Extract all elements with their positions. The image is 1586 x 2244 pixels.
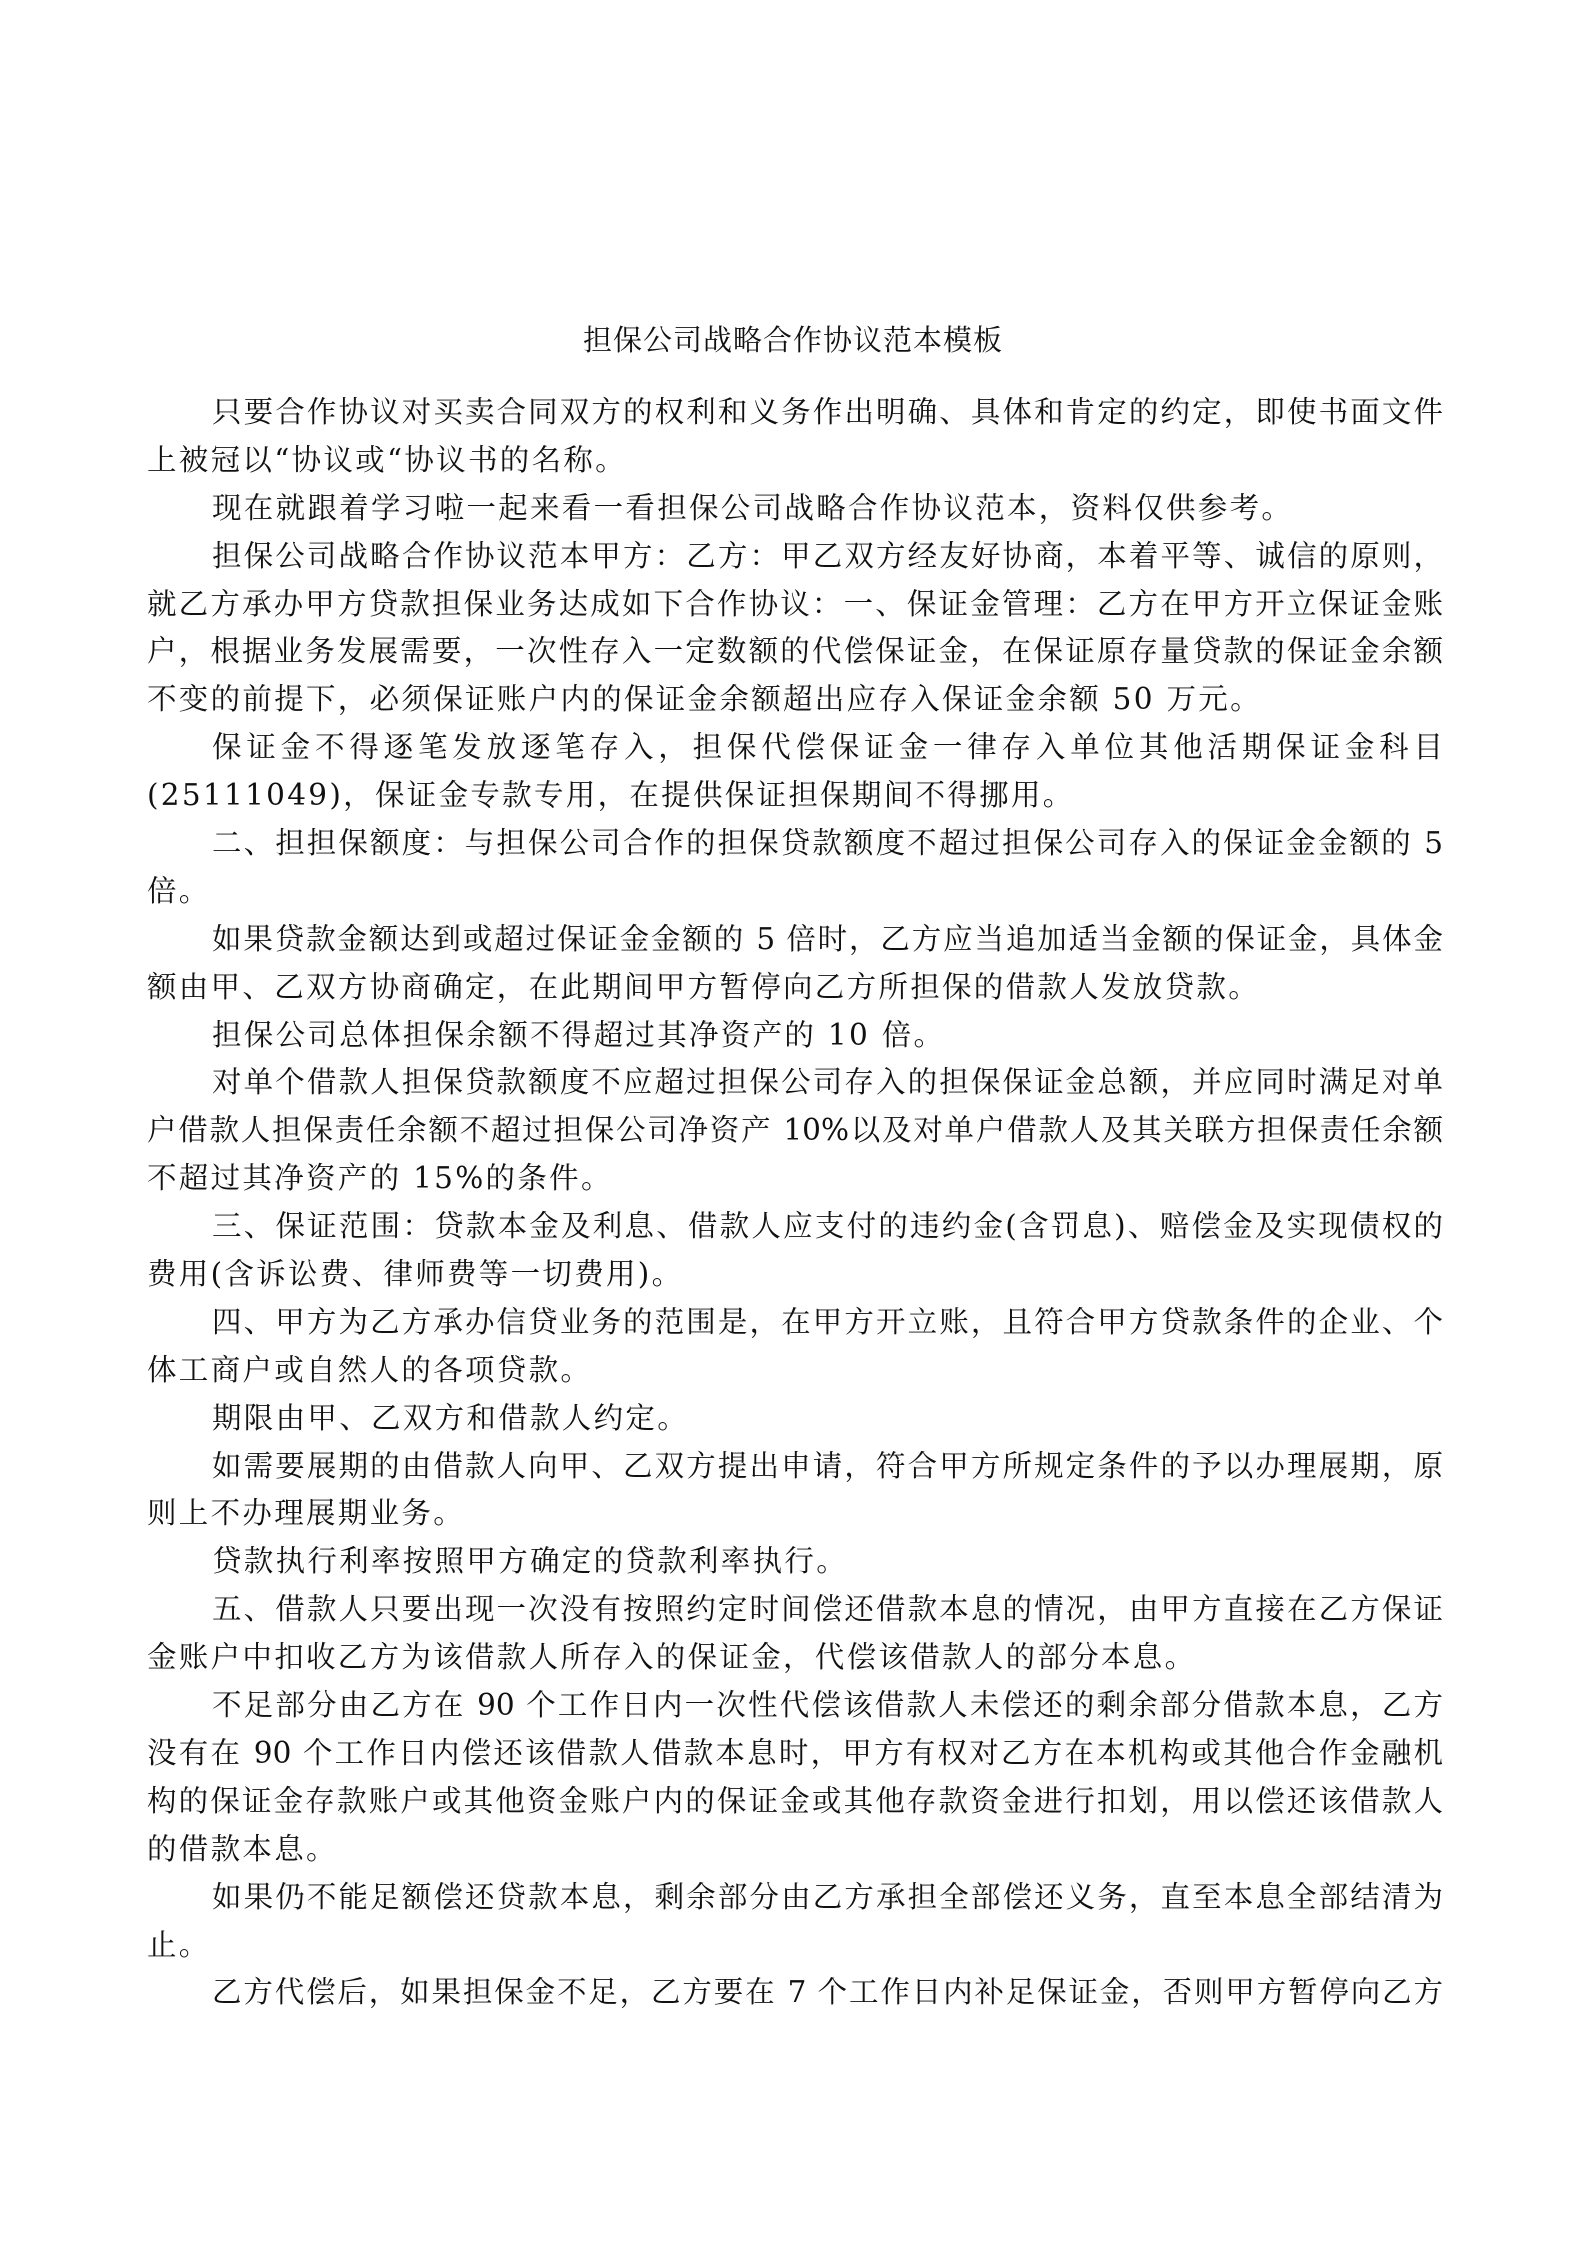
paragraph-line: 户，根据业务发展需要，一次性存入一定数额的代偿保证金，在保证原存量贷款的保证金余额 [147, 634, 1443, 669]
paragraph-line: 不变的前提下，必须保证账户内的保证金余额超出应存入保证金余额 50 万元。 [147, 682, 1262, 717]
paragraph-line: 体工商户或自然人的各项贷款。 [147, 1352, 593, 1387]
paragraph-line: 费用(含诉讼费、律师费等一切费用)。 [147, 1257, 684, 1292]
paragraph-line: 构的保证金存款账户或其他资金账户内的保证金或其他存款资金进行扣划，用以偿还该借款人 [147, 1783, 1443, 1818]
paragraph-line: 二、担担保额度：与担保公司合作的担保贷款额度不超过担保公司存入的保证金金额的 5 [212, 826, 1443, 861]
paragraph-line: (25111049)，保证金专款专用，在提供保证担保期间不得挪用。 [147, 778, 1075, 813]
paragraph-line: 不足部分由乙方在 90 个工作日内一次性代偿该借款人未偿还的剩余部分借款本息，乙方 [212, 1688, 1443, 1723]
paragraph-line: 如果贷款金额达到或超过保证金金额的 5 倍时，乙方应当追加适当金额的保证金，具体金 [212, 921, 1443, 956]
paragraph-line: 则上不办理展期业务。 [147, 1496, 466, 1531]
paragraph-line: 期限由甲、乙双方和借款人约定。 [212, 1400, 690, 1435]
paragraph-line: 如果仍不能足额偿还贷款本息，剩余部分由乙方承担全部偿还义务，直至本息全部结清为 [212, 1879, 1443, 1914]
document-title: 担保公司战略合作协议范本模板 [582, 323, 1003, 357]
paragraph-line: 贷款执行利率按照甲方确定的贷款利率执行。 [212, 1544, 849, 1579]
paragraph-line: 没有在 90 个工作日内偿还该借款人借款本息时，甲方有权对乙方在本机构或其他合作金融机 [147, 1735, 1443, 1770]
paragraph-line: 不超过其净资产的 15%的条件。 [147, 1161, 613, 1196]
paragraph-line: 的借款本息。 [147, 1831, 338, 1866]
paragraph-line: 三、保证范围：贷款本金及利息、借款人应支付的违约金(含罚息)、赔偿金及实现债权的 [212, 1209, 1443, 1244]
paragraph-line: 金账户中扣收乙方为该借款人所存入的保证金，代偿该借款人的部分本息。 [147, 1640, 1197, 1675]
paragraph-line: 倍。 [147, 873, 211, 908]
paragraph-line: 额由甲、乙双方协商确定，在此期间甲方暂停向乙方所担保的借款人发放贷款。 [147, 969, 1261, 1004]
paragraph-line: 就乙方承办甲方贷款担保业务达成如下合作协议：一、保证金管理：乙方在甲方开立保证金账 [147, 586, 1443, 621]
paragraph-line: 对单个借款人担保贷款额度不应超过担保公司存入的担保保证金总额，并应同时满足对单 [212, 1065, 1443, 1100]
paragraph-line: 保证金不得逐笔发放逐笔存入，担保代偿保证金一律存入单位其他活期保证金科目 [212, 730, 1443, 765]
paragraph-line: 担保公司战略合作协议范本甲方：乙方：甲乙双方经友好协商，本着平等、诚信的原则， [212, 538, 1443, 573]
paragraph-line: 上被冠以“协议或“协议书的名称。 [147, 442, 627, 477]
paragraph-line: 担保公司总体担保余额不得超过其净资产的 10 倍。 [212, 1017, 946, 1052]
paragraph-line: 止。 [147, 1927, 211, 1962]
paragraph-line: 如需要展期的由借款人向甲、乙双方提出申请，符合甲方所规定条件的予以办理展期，原 [212, 1448, 1443, 1483]
paragraph-line: 户借款人担保责任余额不超过担保公司净资产 10%以及对单户借款人及其关联方担保责任余额 [147, 1113, 1443, 1148]
paragraph-line: 现在就跟着学习啦一起来看一看担保公司战略合作协议范本，资料仅供参考。 [212, 490, 1294, 525]
document-body [147, 389, 1447, 2017]
paragraph-line: 乙方代偿后，如果担保金不足，乙方要在 7 个工作日内补足保证金，否则甲方暂停向乙方 [212, 1975, 1443, 2010]
paragraph-line: 只要合作协议对买卖合同双方的权利和义务作出明确、具体和肯定的约定，即使书面文件 [212, 395, 1443, 429]
paragraph-line: 四、甲方为乙方承办信贷业务的范围是，在甲方开立账，且符合甲方贷款条件的企业、个 [212, 1304, 1443, 1339]
paragraph-line: 五、借款人只要出现一次没有按照约定时间偿还借款本息的情况，由甲方直接在乙方保证 [212, 1592, 1443, 1627]
